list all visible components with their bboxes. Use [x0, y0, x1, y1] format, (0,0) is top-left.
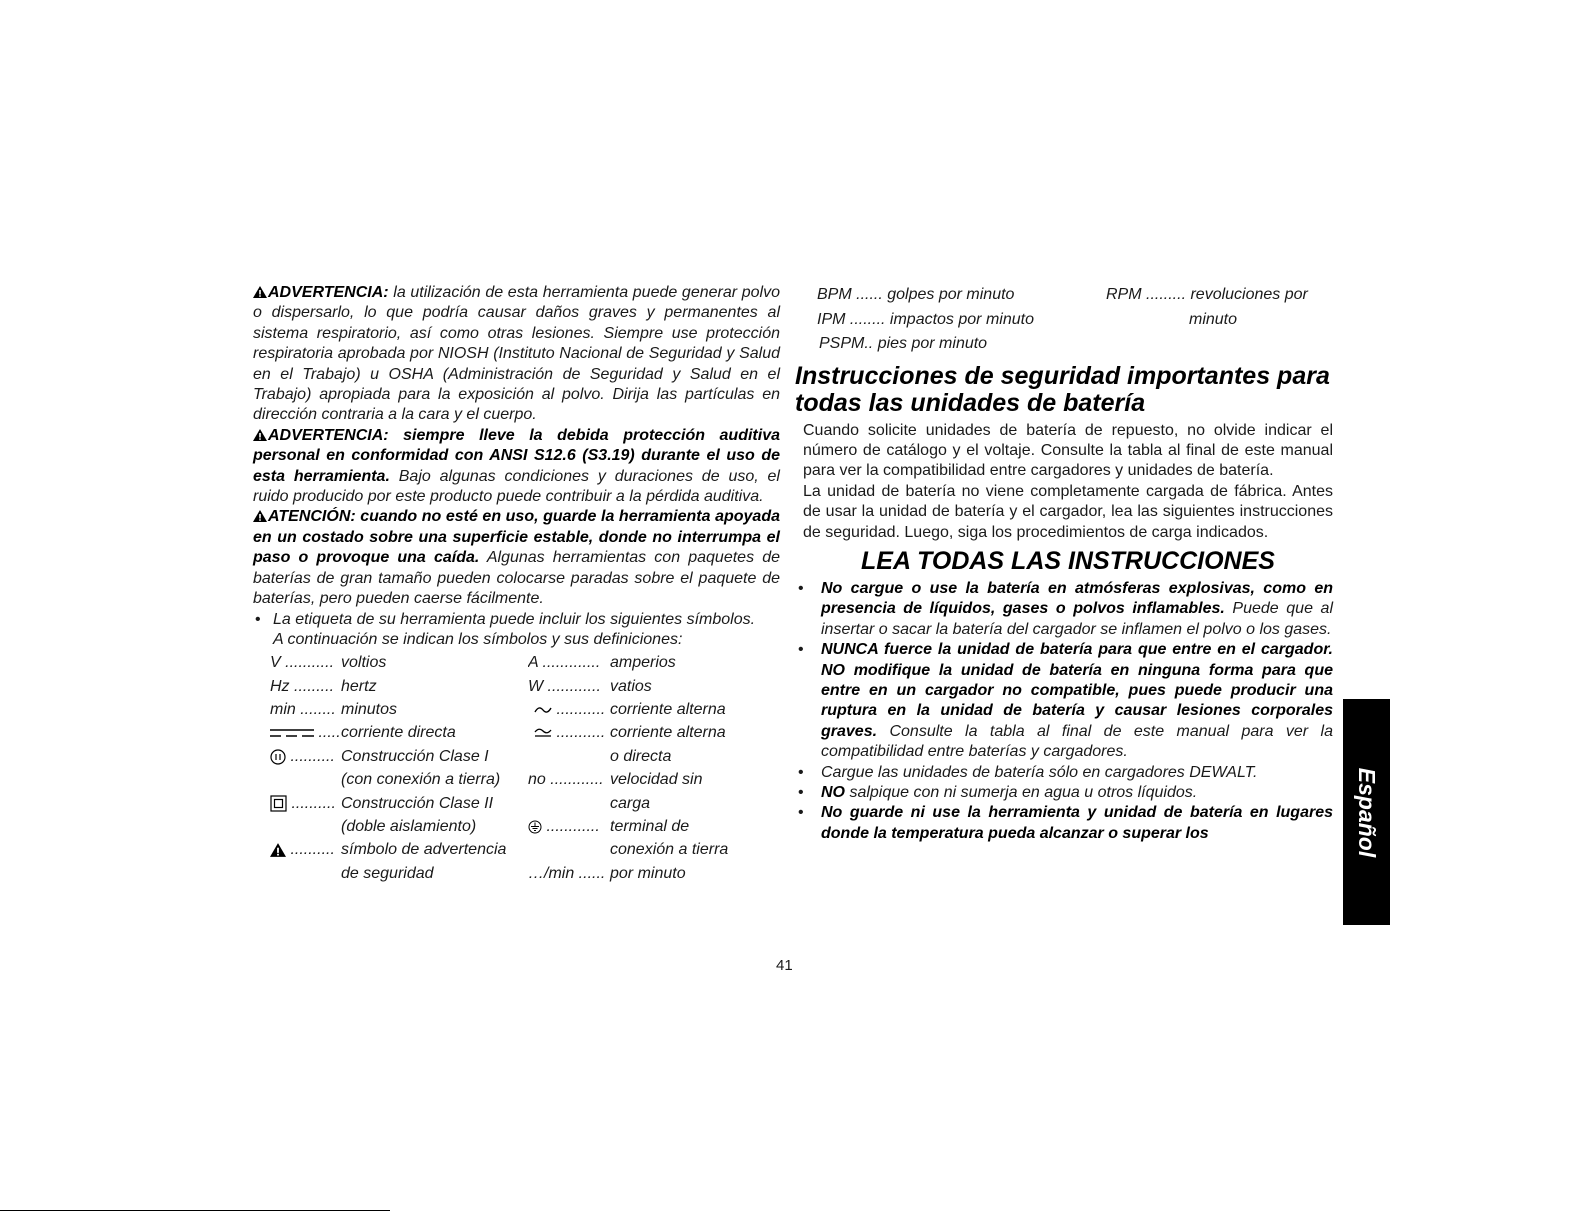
abbreviation-row [803, 308, 1093, 333]
symbol-def: vatios [610, 677, 652, 695]
symbols-column-left [253, 651, 528, 885]
list-item: • NUNCA fuerce la unidad de batería para que entre en el cargador. NO modifique la unidad de batería en ninguna forma para que entre en un cargador no compatible, pues puede producir una ruptura en la unidad de batería y causar lesiones corporales graves. Consulte la tabla al final de este manual para ver la compatibilidad entre baterías y cargadores. [798, 641, 1333, 761]
symbol-key [253, 862, 341, 885]
warning-dust [253, 283, 780, 426]
symbol-row [253, 675, 528, 698]
symbol-key [528, 792, 610, 815]
symbols-intro [253, 610, 780, 651]
symbol-def: carga [610, 794, 651, 812]
symbol-row [528, 815, 778, 838]
list-item-bold: No cargue o use la batería en atmósferas explosivas, como en presencia de líquidos, gases o polvos inflamables. [821, 579, 1333, 618]
warning-dust-text: la utilización de esta herramienta puede generar polvo o dispersarlo, lo que podría causar daños graves y permanentes al sistema respiratorio, así como otras lesiones. Siempre use protección respiratoria aprobada por NIOSH (Instituto Nacional de Seguridad y Salud en el Trabajo) u OSHA (Administración de Seguridad y Salud en el Trabajo) apropiada para la exposición al polvo. Dirija las partículas en dirección contraria a la cara y el cuerpo. [253, 284, 780, 424]
symbol-row [528, 792, 778, 815]
symbol-def: (con conexión a tierra) [341, 771, 501, 789]
symbol-key [528, 745, 610, 768]
left-column [253, 283, 780, 885]
abbreviations-column-right [1093, 283, 1333, 357]
warning-icon [253, 510, 267, 522]
symbol-key: .......... [286, 841, 335, 859]
language-tab-label: Español [1354, 767, 1380, 857]
symbol-def: terminal de [610, 818, 690, 836]
symbol-def: corriente alterna [610, 724, 726, 742]
symbol-row [528, 721, 778, 744]
list-item-text: Cargue las unidades de batería sólo en cargadores DEWALT. [821, 763, 1258, 781]
right-column [795, 283, 1334, 844]
warning-hearing [253, 426, 780, 508]
abbreviation-key: PSPM.. [819, 335, 874, 352]
caution-text: Algunas herramientas con paquetes de baterías de gran tamaño pueden colocarse paradas sobre el paquete de baterías, pero pueden caerse fácilmente. [253, 549, 780, 608]
class1-icon [270, 749, 286, 765]
caution-bold: ATENCIÓN: cuando no esté en uso, guarde la herramienta apoyada en un costado sobre una superficie estable, donde no interrumpa el paso o provoque una caída. [253, 508, 780, 567]
symbol-row [528, 651, 778, 674]
symbol-row [253, 698, 528, 721]
symbol-key: no ............ [528, 771, 604, 789]
symbol-row [253, 768, 528, 791]
bullet-dot: • [255, 610, 261, 628]
paragraph-charge: La unidad de batería no viene completamente cargada de fábrica. Antes de usar la unidad de batería y el cargador, lea las siguientes instrucciones de seguridad. Luego, siga los procedimientos de carga indicados. [803, 482, 1333, 541]
symbol-key [528, 838, 610, 861]
symbol-def: por minuto [610, 864, 686, 882]
symbols-intro-line-1: La etiqueta de su herramienta puede incluir los siguientes símbolos. [273, 610, 756, 628]
symbol-key: ..... [314, 724, 341, 742]
ac-icon [534, 705, 552, 715]
symbol-def: velocidad sin [610, 771, 703, 789]
acdc-icon [534, 728, 552, 738]
subheading-read-all: LEA TODAS LAS INSTRUCCIONES [861, 546, 1275, 575]
page-number: 41 [776, 957, 793, 974]
list-item-bold: No guarde ni use la herramienta y unidad de batería en lugares donde la temperatura pueda alcanzar o superar los [821, 804, 1333, 842]
symbols-column-right [528, 651, 778, 885]
warning-icon [270, 843, 286, 857]
symbol-key: ........... [552, 724, 606, 742]
abbreviation-def: golpes por minuto [887, 286, 1015, 303]
symbol-key [253, 815, 341, 838]
dc-icon [270, 728, 314, 738]
symbol-row [528, 768, 778, 791]
symbol-key: W ............ [528, 677, 601, 695]
list-item-text: Consulte la tabla al final de este manual para ver la compatibilidad entre baterías y cargadores. [821, 722, 1333, 761]
symbol-def: Construcción Clase II [341, 794, 494, 812]
symbol-key: A ............. [528, 654, 601, 672]
paragraph-replacement: Cuando solicite unidades de batería de repuesto, no olvide indicar el número de catálogo y el voltaje. Consulte la tabla al final de este manual para ver la compatibilidad entre cargadores y unidades de batería. [803, 421, 1333, 480]
symbol-key: V ........... [270, 654, 335, 672]
abbreviation-key: RPM ......... [1106, 286, 1187, 303]
symbol-def: conexión a tierra [610, 841, 729, 859]
safety-list [798, 579, 1334, 844]
symbol-def: amperios [610, 654, 676, 672]
section-heading: Instrucciones de seguridad importantes para todas las unidades de batería [795, 361, 1330, 417]
symbol-key: min ........ [270, 701, 336, 719]
abbreviation-def: revoluciones por [1190, 286, 1308, 303]
symbol-def: corriente alterna [610, 701, 726, 719]
symbol-row [528, 698, 778, 721]
abbreviations-table [803, 283, 1333, 357]
list-item-bold: NUNCA fuerce la unidad de batería para que entre en el cargador. NO modifique la unidad de batería en ninguna forma para que entre en un cargador no compatible, pues puede producir una ruptura en la unidad de batería y causar lesiones corporales graves. [821, 641, 1333, 740]
footer-rule [0, 1210, 390, 1211]
list-item-text: Puede que al insertar o sacar la batería del cargador se inflamen el polvo o los gases. [821, 600, 1334, 638]
warning-icon [253, 286, 267, 298]
symbol-def: símbolo de advertencia [341, 841, 507, 859]
warning-icon [253, 429, 267, 441]
abbreviation-row [1093, 283, 1333, 308]
symbol-def: (doble aislamiento) [341, 818, 477, 836]
ground-icon [528, 820, 542, 834]
symbol-def: de seguridad [341, 864, 434, 882]
symbol-row [253, 838, 528, 861]
symbol-def: o directa [610, 747, 672, 765]
abbreviations-column-left [803, 283, 1093, 357]
symbol-row [253, 651, 528, 674]
symbol-row [253, 721, 528, 744]
abbreviation-row [803, 283, 1093, 308]
symbol-row [528, 838, 778, 861]
symbol-def: minutos [341, 701, 398, 719]
symbol-key: …/min ...... [528, 864, 606, 882]
symbol-key: .......... [286, 747, 335, 765]
list-item-text: salpique con ni sumerja en agua u otros líquidos. [845, 784, 1198, 801]
symbol-row [528, 745, 778, 768]
symbol-row [528, 862, 778, 885]
caution-storage [253, 507, 780, 609]
symbol-key: ........... [552, 701, 606, 719]
class2-icon [270, 795, 287, 812]
symbols-intro-line-2: A continuación se indican los símbolos y sus definiciones: [273, 630, 683, 648]
symbol-def: Construcción Clase I [341, 747, 489, 765]
symbol-row [528, 675, 778, 698]
abbreviation-row [803, 332, 1093, 357]
list-item: • Cargue las unidades de batería sólo en cargadores DEWALT. [798, 763, 1258, 781]
symbol-row [253, 792, 528, 815]
symbols-table [253, 651, 780, 885]
symbol-def: corriente directa [341, 724, 456, 742]
warning-label: ADVERTENCIA: [268, 284, 389, 301]
list-item: • No cargue o use la batería en atmósferas explosivas, como en presencia de líquidos, gases o polvos inflamables. Puede que al insertar o sacar la batería del cargador se inflamen el polvo o los gases. [798, 579, 1334, 638]
symbol-row [253, 862, 528, 885]
language-tab [1343, 699, 1390, 925]
abbreviation-row [1093, 308, 1333, 333]
symbol-key [253, 768, 341, 791]
abbreviation-key: IPM ........ [817, 310, 886, 328]
symbol-row [253, 745, 528, 768]
symbol-key: ............ [542, 818, 600, 836]
symbol-def: hertz [341, 677, 377, 695]
abbreviation-def: pies por minuto [877, 335, 988, 352]
abbreviation-key: BPM ...... [817, 286, 883, 303]
symbol-def: voltios [341, 654, 387, 672]
warning-hearing-bold: ADVERTENCIA: siempre lleve la debida protección auditiva personal en conformidad con ANSI S12.6 (S3.19) durante el uso de esta herramienta. [253, 426, 780, 485]
symbol-row [253, 815, 528, 838]
symbol-key: .......... [287, 794, 336, 812]
list-item: • No guarde ni use la herramienta y unidad de batería en lugares donde la temperatura pueda alcanzar o superar los [798, 804, 1333, 842]
symbol-key: Hz ......... [270, 677, 335, 695]
abbreviation-def: impactos por minuto [889, 310, 1034, 328]
abbreviation-def: minuto [1189, 310, 1238, 328]
list-item-bold: NO [821, 784, 845, 801]
list-item: • NO salpique con ni sumerja en agua u otros líquidos. [798, 784, 1198, 801]
warning-hearing-text: Bajo algunas condiciones y duraciones de uso, el ruido producido por este producto puede contribuir a la pérdida auditiva. [253, 467, 780, 506]
